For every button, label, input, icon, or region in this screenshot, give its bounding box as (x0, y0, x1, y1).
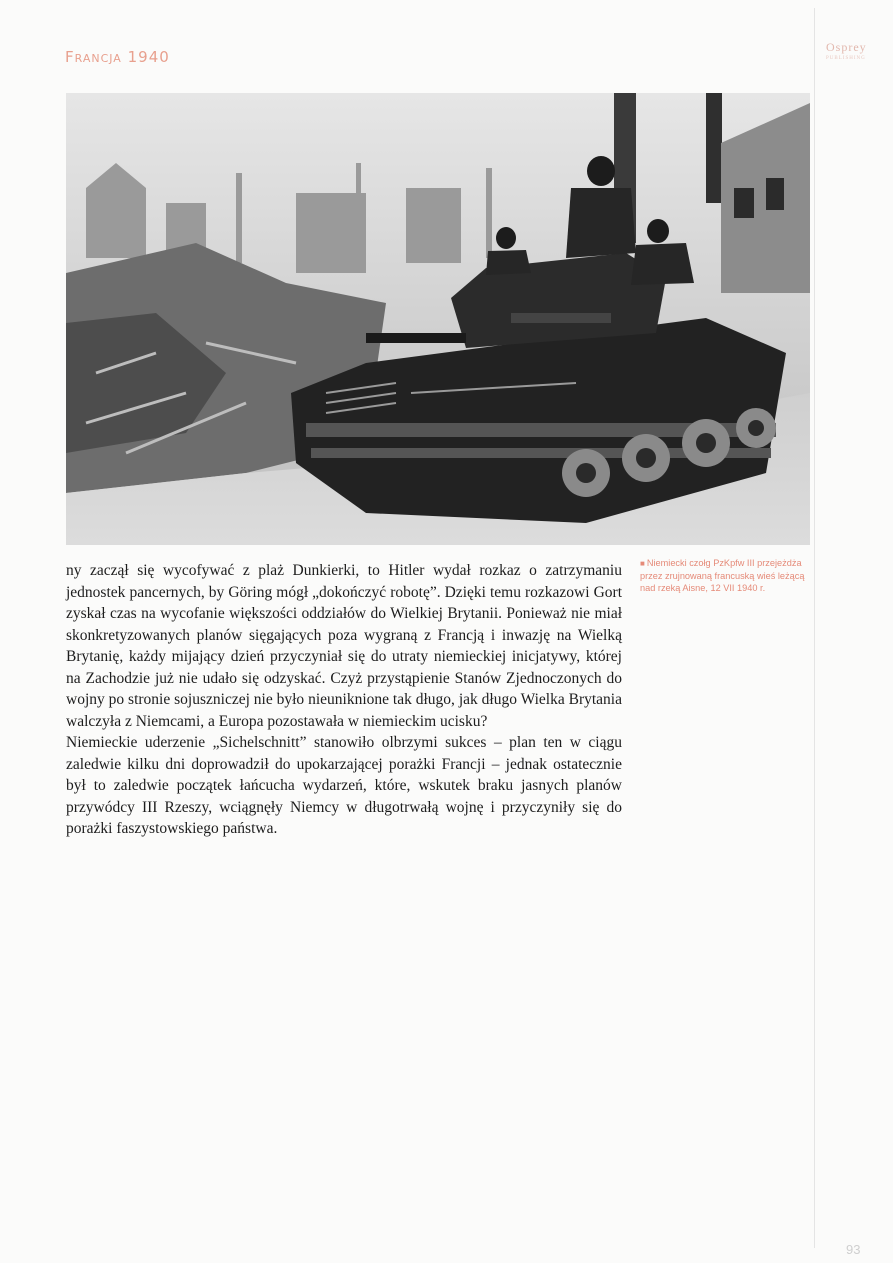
publisher-logo (826, 40, 888, 61)
photo-caption (640, 557, 820, 594)
running-head-title: Francja 1940 (65, 48, 170, 66)
margin-rule (814, 8, 815, 1248)
caption-text: Niemiecki czołg PzKpfw III przejeżdża przez zrujnowaną francuską wieś leżącą nad rzeką Aisne, 12 VII 1940 r. (640, 558, 805, 593)
tank-photo-illustration (66, 93, 810, 545)
publisher-subtitle: PUBLISHING (826, 56, 866, 61)
caption-bullet: ■ (640, 559, 645, 568)
page-number: 93 (846, 1242, 861, 1257)
tank-photograph (66, 93, 810, 545)
paragraph-2: Niemieckie uderzenie „Sichelschnitt” stanowiło olbrzymi sukces – plan ten w ciągu zaledwie kilku dni doprowadził do upokarzającej porażki Francji – jednak ostatecznie był to zaledwie początek łańcucha wydarzeń, które, wskutek braku jasnych planów przywódcy III Rzeszy, wciągnęły Niemcy w długotrwałą wojnę i przyczyniły się do porażki faszystowskiego państwa. (66, 734, 622, 837)
body-text (66, 560, 622, 840)
publisher-name: Osprey (826, 40, 867, 54)
paragraph-1: ny zaczął się wycofywać z plaż Dunkierki, to Hitler wydał rozkaz o zatrzymaniu jednostek pancernych, by Göring mógł „dokończyć robotę”. Dzięki temu rozkazowi Gort zyskał czas na wycofanie większości oddziałów do Wielkiej Brytanii. Ponieważ nie miał skonkretyzowanych planów sięgających poza wygraną z Francją i inwazję na Wielką Brytanię, każdy mijający dzień przyczyniał się do utraty niemieckiej inicjatywy, której na Zachodzie już nie udało się odzyskać. Czyż przystąpienie Stanów Zjednoczonych do wojny po stronie sojuszniczej nie było nieuniknione tak długo, jak długo Wielka Brytania walczyła z Niemcami, a Europa pozostawała w niemieckim ucisku? (66, 562, 622, 730)
